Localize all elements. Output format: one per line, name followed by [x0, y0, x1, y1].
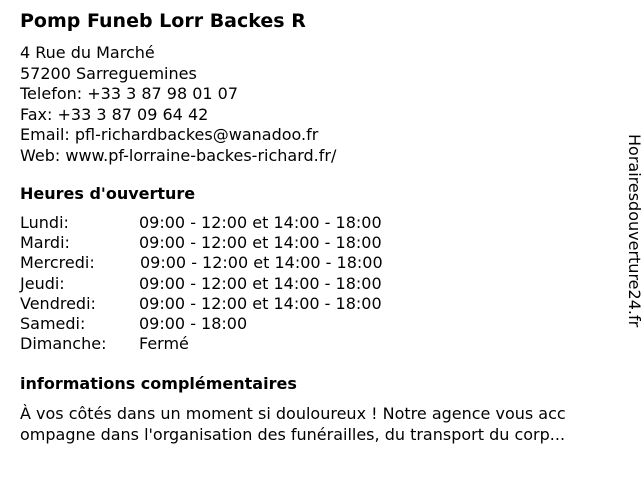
day-label: Mardi: [20, 233, 70, 253]
day-label: Vendredi: [20, 293, 96, 313]
additional-info-text: À vos côtés dans un moment si douloureux ! Notre agence vous acc ompagne dans l'organisation des funérailles, du transport du corp... [20, 404, 566, 444]
address-city: 57200 Sarreguemines [20, 63, 197, 83]
time-value: 09:00 - 18:00 [139, 313, 248, 333]
day-label: Samedi: [20, 313, 86, 333]
business-name: Pomp Funeb Lorr Backes R [20, 10, 306, 32]
time-value: Fermé [139, 334, 189, 354]
day-label: Lundi: [20, 213, 69, 232]
fax-number: Fax: +33 3 87 09 64 42 [20, 104, 209, 124]
additional-info-heading: informations complémentaires [20, 374, 297, 393]
opening-hours-heading: Heures d'ouverture [20, 184, 196, 203]
time-value: 09:00 - 12:00 et 14:00 - 18:00 [139, 233, 382, 253]
day-label: Mercredi: [20, 253, 95, 273]
address-street: 4 Rue du Marché [20, 43, 155, 62]
site-watermark: Horairesdouverture24.fr [625, 134, 644, 328]
email-address: Email: pfl-richardbackes@wanadoo.fr [20, 125, 319, 144]
phone-number: Telefon: +33 3 87 98 01 07 [20, 84, 239, 103]
day-label: Jeudi: [20, 273, 65, 293]
website-address: Web: www.pf-lorraine-backes-richard.fr/ [20, 145, 337, 165]
time-value: 09:00 - 12:00 et 14:00 - 18:00 [140, 253, 383, 273]
contact-block [20, 43, 336, 166]
time-value: 09:00 - 12:00 et 14:00 - 18:00 [139, 213, 382, 232]
day-label: Dimanche: [20, 334, 107, 354]
time-value: 09:00 - 12:00 et 14:00 - 18:00 [139, 293, 382, 313]
time-value: 09:00 - 12:00 et 14:00 - 18:00 [139, 273, 382, 293]
